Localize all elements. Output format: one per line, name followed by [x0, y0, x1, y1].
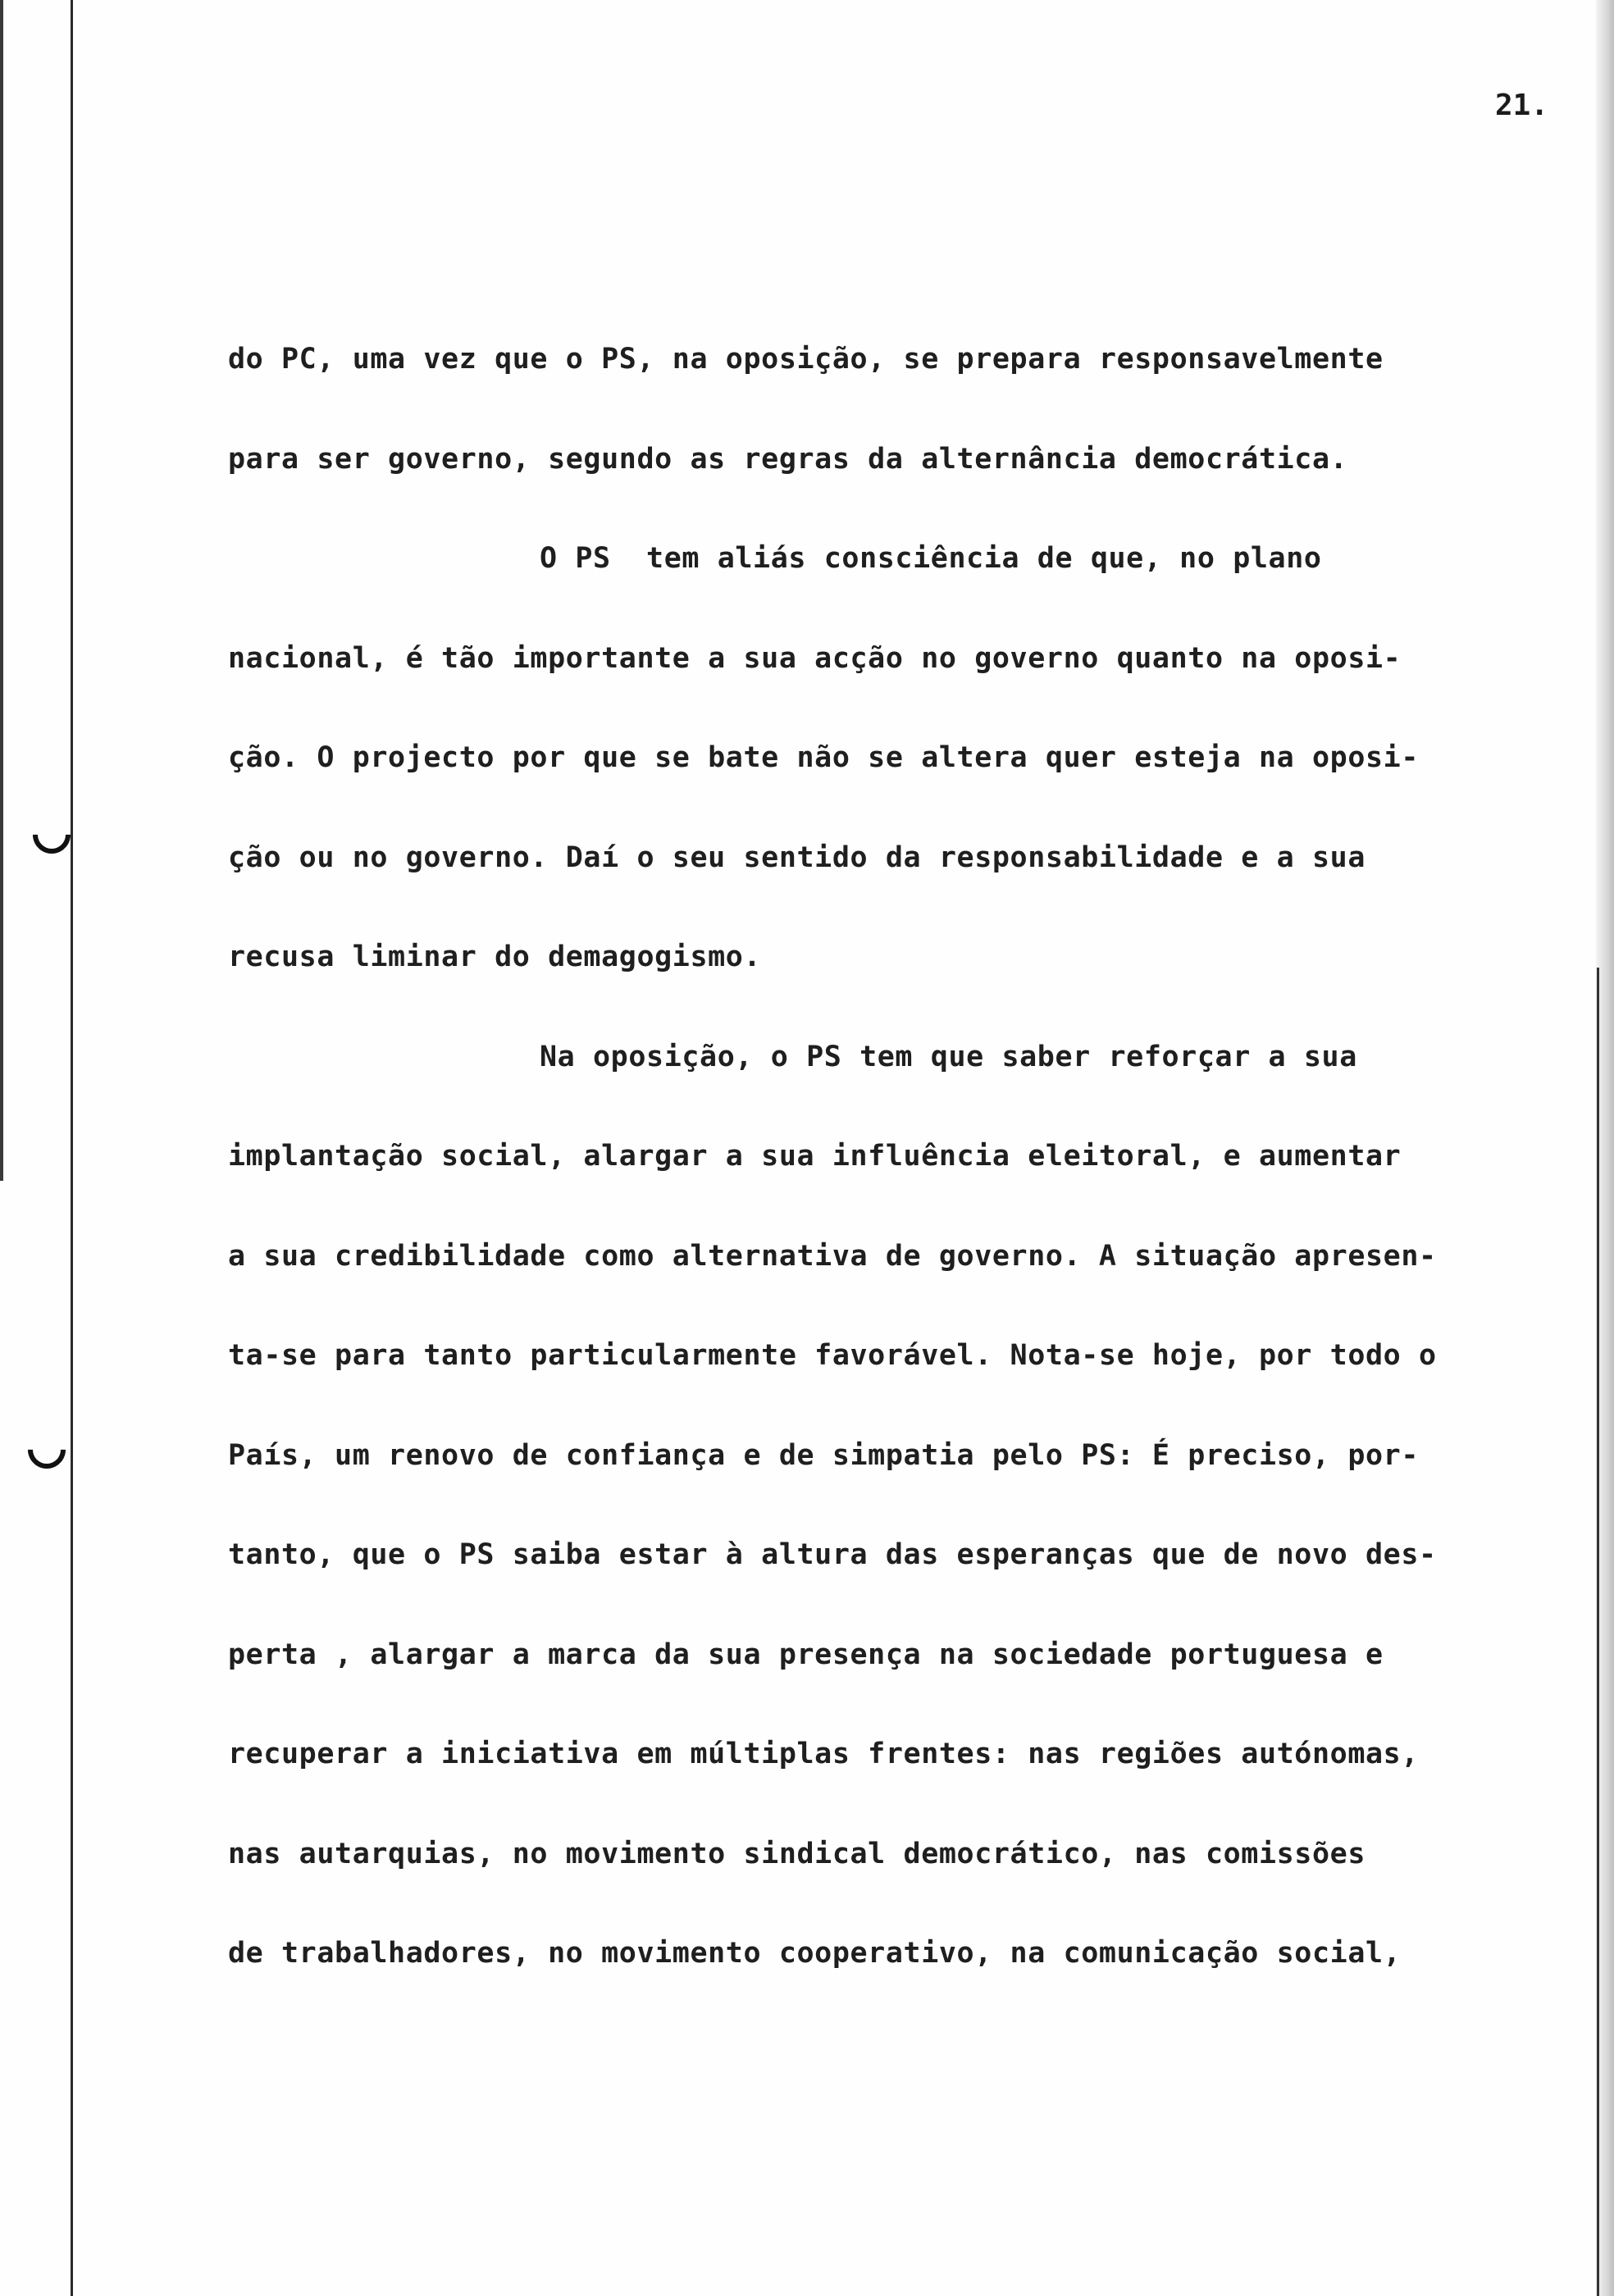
text-line: perta , alargar a marca da sua presença na sociedade portuguesa e [228, 1638, 1384, 1671]
text-line: ção ou no governo. Daí o seu sentido da responsabilidade e a sua [228, 840, 1366, 874]
text-line: para ser governo, segundo as regras da alternância democrática. [228, 442, 1348, 476]
text-line: ta-se para tanto particularmente favorável. Nota-se hoje, por todo o [228, 1339, 1437, 1372]
text-line: implantação social, alargar a sua influência eleitoral, e aumentar [228, 1140, 1402, 1173]
text-line: recusa liminar do demagogismo. [228, 941, 762, 973]
text-line: nacional, é tão importante a sua acção no governo quanto na oposi- [228, 641, 1402, 675]
right-edge-line [1597, 968, 1599, 2296]
text-line: O PS tem aliás consciência de que, no plano [540, 542, 1322, 575]
text-line: Na oposição, o PS tem que saber reforçar a sua [540, 1040, 1357, 1073]
paragraph [228, 335, 1557, 534]
text-line: País, um renovo de confiança e de simpatia pelo PS: É preciso, por- [228, 1438, 1420, 1472]
text-line: tanto, que o PS saiba estar à altura das esperanças que de novo des- [228, 1538, 1437, 1571]
text-line: nas autarquias, no movimento sindical democrático, nas comissões [228, 1837, 1366, 1870]
left-page-edge [0, 0, 3, 1181]
paragraph [228, 534, 1557, 1032]
text-line: do PC, uma vez que o PS, na oposição, se prepara responsavelmente [228, 343, 1384, 376]
punch-hole-mark [20, 1423, 73, 1476]
text-line: a sua credibilidade como alternativa de governo. A situação apresen- [228, 1239, 1437, 1273]
left-margin-rule [71, 0, 73, 2296]
paragraph [228, 1032, 1557, 2029]
text-line: ção. O projecto por que se bate não se altera quer esteja na oposi- [228, 741, 1420, 774]
text-line: recuperar a iniciativa em múltiplas frentes: nas regiões autónomas, [228, 1738, 1420, 1770]
text-line: de trabalhadores, no movimento cooperativo, na comunicação social, [228, 1937, 1402, 1970]
page-number: 21. [1494, 89, 1548, 122]
body-text [228, 335, 1557, 2029]
